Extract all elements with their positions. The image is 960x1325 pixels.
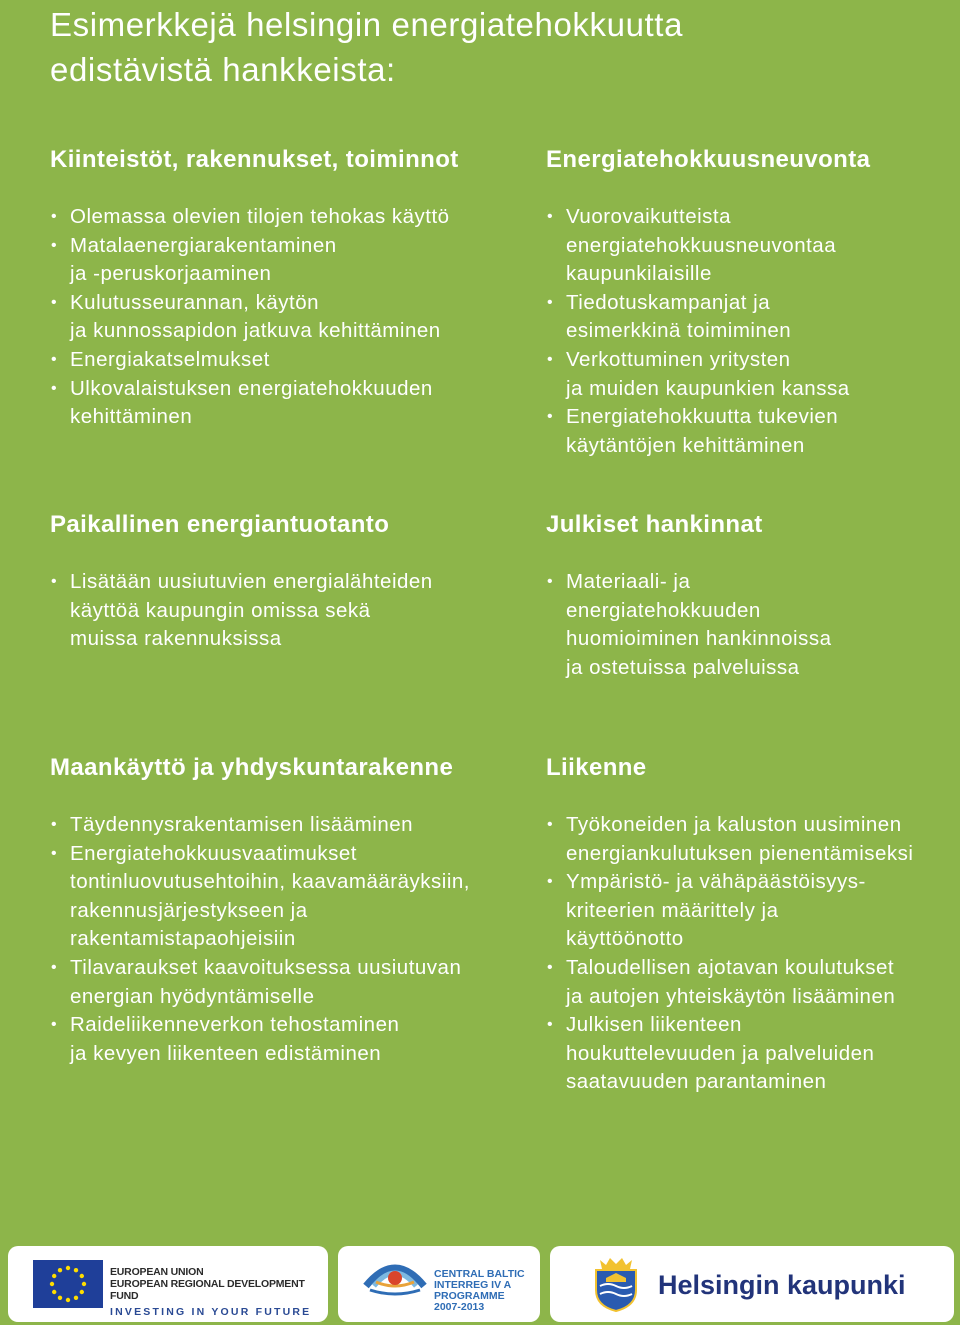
section-maankaytto bbox=[50, 753, 520, 1068]
central-baltic-logo-icon bbox=[362, 1256, 428, 1296]
list-item: • Vuorovaikutteista energiatehokkuusneuvontaa kaupunkilaisille bbox=[546, 203, 956, 289]
cb-line4: 2007-2013 bbox=[434, 1301, 485, 1313]
list-item: • Työkoneiden ja kaluston uusiminen energiankulutuksen pienentämiseksi bbox=[546, 811, 956, 868]
eu-logo-text bbox=[110, 1266, 328, 1320]
eu-logo-line3: INVESTING IN YOUR FUTURE bbox=[110, 1306, 312, 1318]
helsinki-crest-icon bbox=[590, 1256, 642, 1312]
helsinki-logo-box bbox=[550, 1246, 954, 1322]
list-item: • Energiatehokkuutta tukevien käytäntöjen kehittäminen bbox=[546, 403, 956, 460]
list-item: • Ulkovalaistuksen energiatehokkuuden kehittäminen bbox=[50, 375, 490, 432]
section-heading: Energiatehokkuusneuvonta bbox=[546, 146, 871, 173]
central-baltic-logo-box bbox=[338, 1246, 540, 1322]
cb-line1: CENTRAL BALTIC bbox=[434, 1268, 525, 1280]
list-item: • Täydennysrakentamisen lisääminen bbox=[50, 811, 520, 840]
cb-line2: INTERREG IV A bbox=[434, 1279, 512, 1291]
list-item: • Kulutusseurannan, käytön ja kunnossapidon jatkuva kehittäminen bbox=[50, 289, 490, 346]
page-title: Esimerkkejä helsingin energiatehokkuutta edistävistä hankkeista: bbox=[50, 6, 684, 88]
section-heading: Maankäyttö ja yhdyskuntarakenne bbox=[50, 754, 454, 781]
bullet-list bbox=[50, 203, 490, 432]
section-heading: Julkiset hankinnat bbox=[546, 511, 763, 538]
list-item: • Matalaenergiarakentaminen ja -peruskorjaaminen bbox=[50, 232, 490, 289]
bullet-list bbox=[50, 811, 520, 1068]
cb-line3: PROGRAMME bbox=[434, 1290, 505, 1302]
list-item: • Energiakatselmukset bbox=[50, 346, 490, 375]
section-liikenne bbox=[546, 753, 956, 1097]
section-heading: Paikallinen energiantuotanto bbox=[50, 511, 390, 538]
section-kiinteistot bbox=[50, 145, 490, 432]
list-item: • Energiatehokkuusvaatimukset tontinluovutusehtoihin, kaavamääräyksiin, rakennusjärjestykseen ja rakentamistapaohjeisiin bbox=[50, 840, 520, 954]
list-item: • Julkisen liikenteen houkuttelevuuden ja palveluiden saatavuuden parantaminen bbox=[546, 1011, 956, 1097]
section-paikallinen-energiantuotanto bbox=[50, 510, 490, 654]
helsinki-logo-text: Helsingin kaupunki bbox=[658, 1270, 906, 1300]
bullet-list bbox=[50, 568, 490, 654]
section-energiatehokkuusneuvonta bbox=[546, 145, 956, 460]
eu-logo-line1: EUROPEAN UNION bbox=[110, 1266, 204, 1278]
list-item: • Materiaali- ja energiatehokkuuden huomioiminen hankinnoissa ja ostetuissa palveluissa bbox=[546, 568, 956, 682]
section-heading: Liikenne bbox=[546, 754, 647, 781]
central-baltic-logo-text bbox=[434, 1269, 525, 1313]
list-item: • Tilavaraukset kaavoituksessa uusiutuvan energian hyödyntämiselle bbox=[50, 954, 520, 1011]
eu-flag-icon bbox=[33, 1260, 103, 1308]
section-heading: Kiinteistöt, rakennukset, toiminnot bbox=[50, 146, 459, 173]
list-item: • Tiedotuskampanjat ja esimerkkinä toimiminen bbox=[546, 289, 956, 346]
list-item: • Ympäristö- ja vähäpäästöisyys- kriteerien määrittely ja käyttöönotto bbox=[546, 868, 956, 954]
bullet-list bbox=[546, 568, 956, 682]
eu-logo-box bbox=[8, 1246, 328, 1322]
list-item: • Verkottuminen yritysten ja muiden kaupunkien kanssa bbox=[546, 346, 956, 403]
section-julkiset-hankinnat bbox=[546, 510, 956, 682]
list-item: • Olemassa olevien tilojen tehokas käyttö bbox=[50, 203, 490, 232]
bullet-list bbox=[546, 811, 956, 1097]
list-item: • Lisätään uusiutuvien energialähteiden käyttöä kaupungin omissa sekä muissa rakennuksissa bbox=[50, 568, 490, 654]
eu-logo-line2: EUROPEAN REGIONAL DEVELOPMENT FUND bbox=[110, 1278, 305, 1302]
list-item: • Raideliikenneverkon tehostaminen ja kevyen liikenteen edistäminen bbox=[50, 1011, 520, 1068]
list-item: • Taloudellisen ajotavan koulutukset ja autojen yhteiskäytön lisääminen bbox=[546, 954, 956, 1011]
bullet-list bbox=[546, 203, 956, 460]
